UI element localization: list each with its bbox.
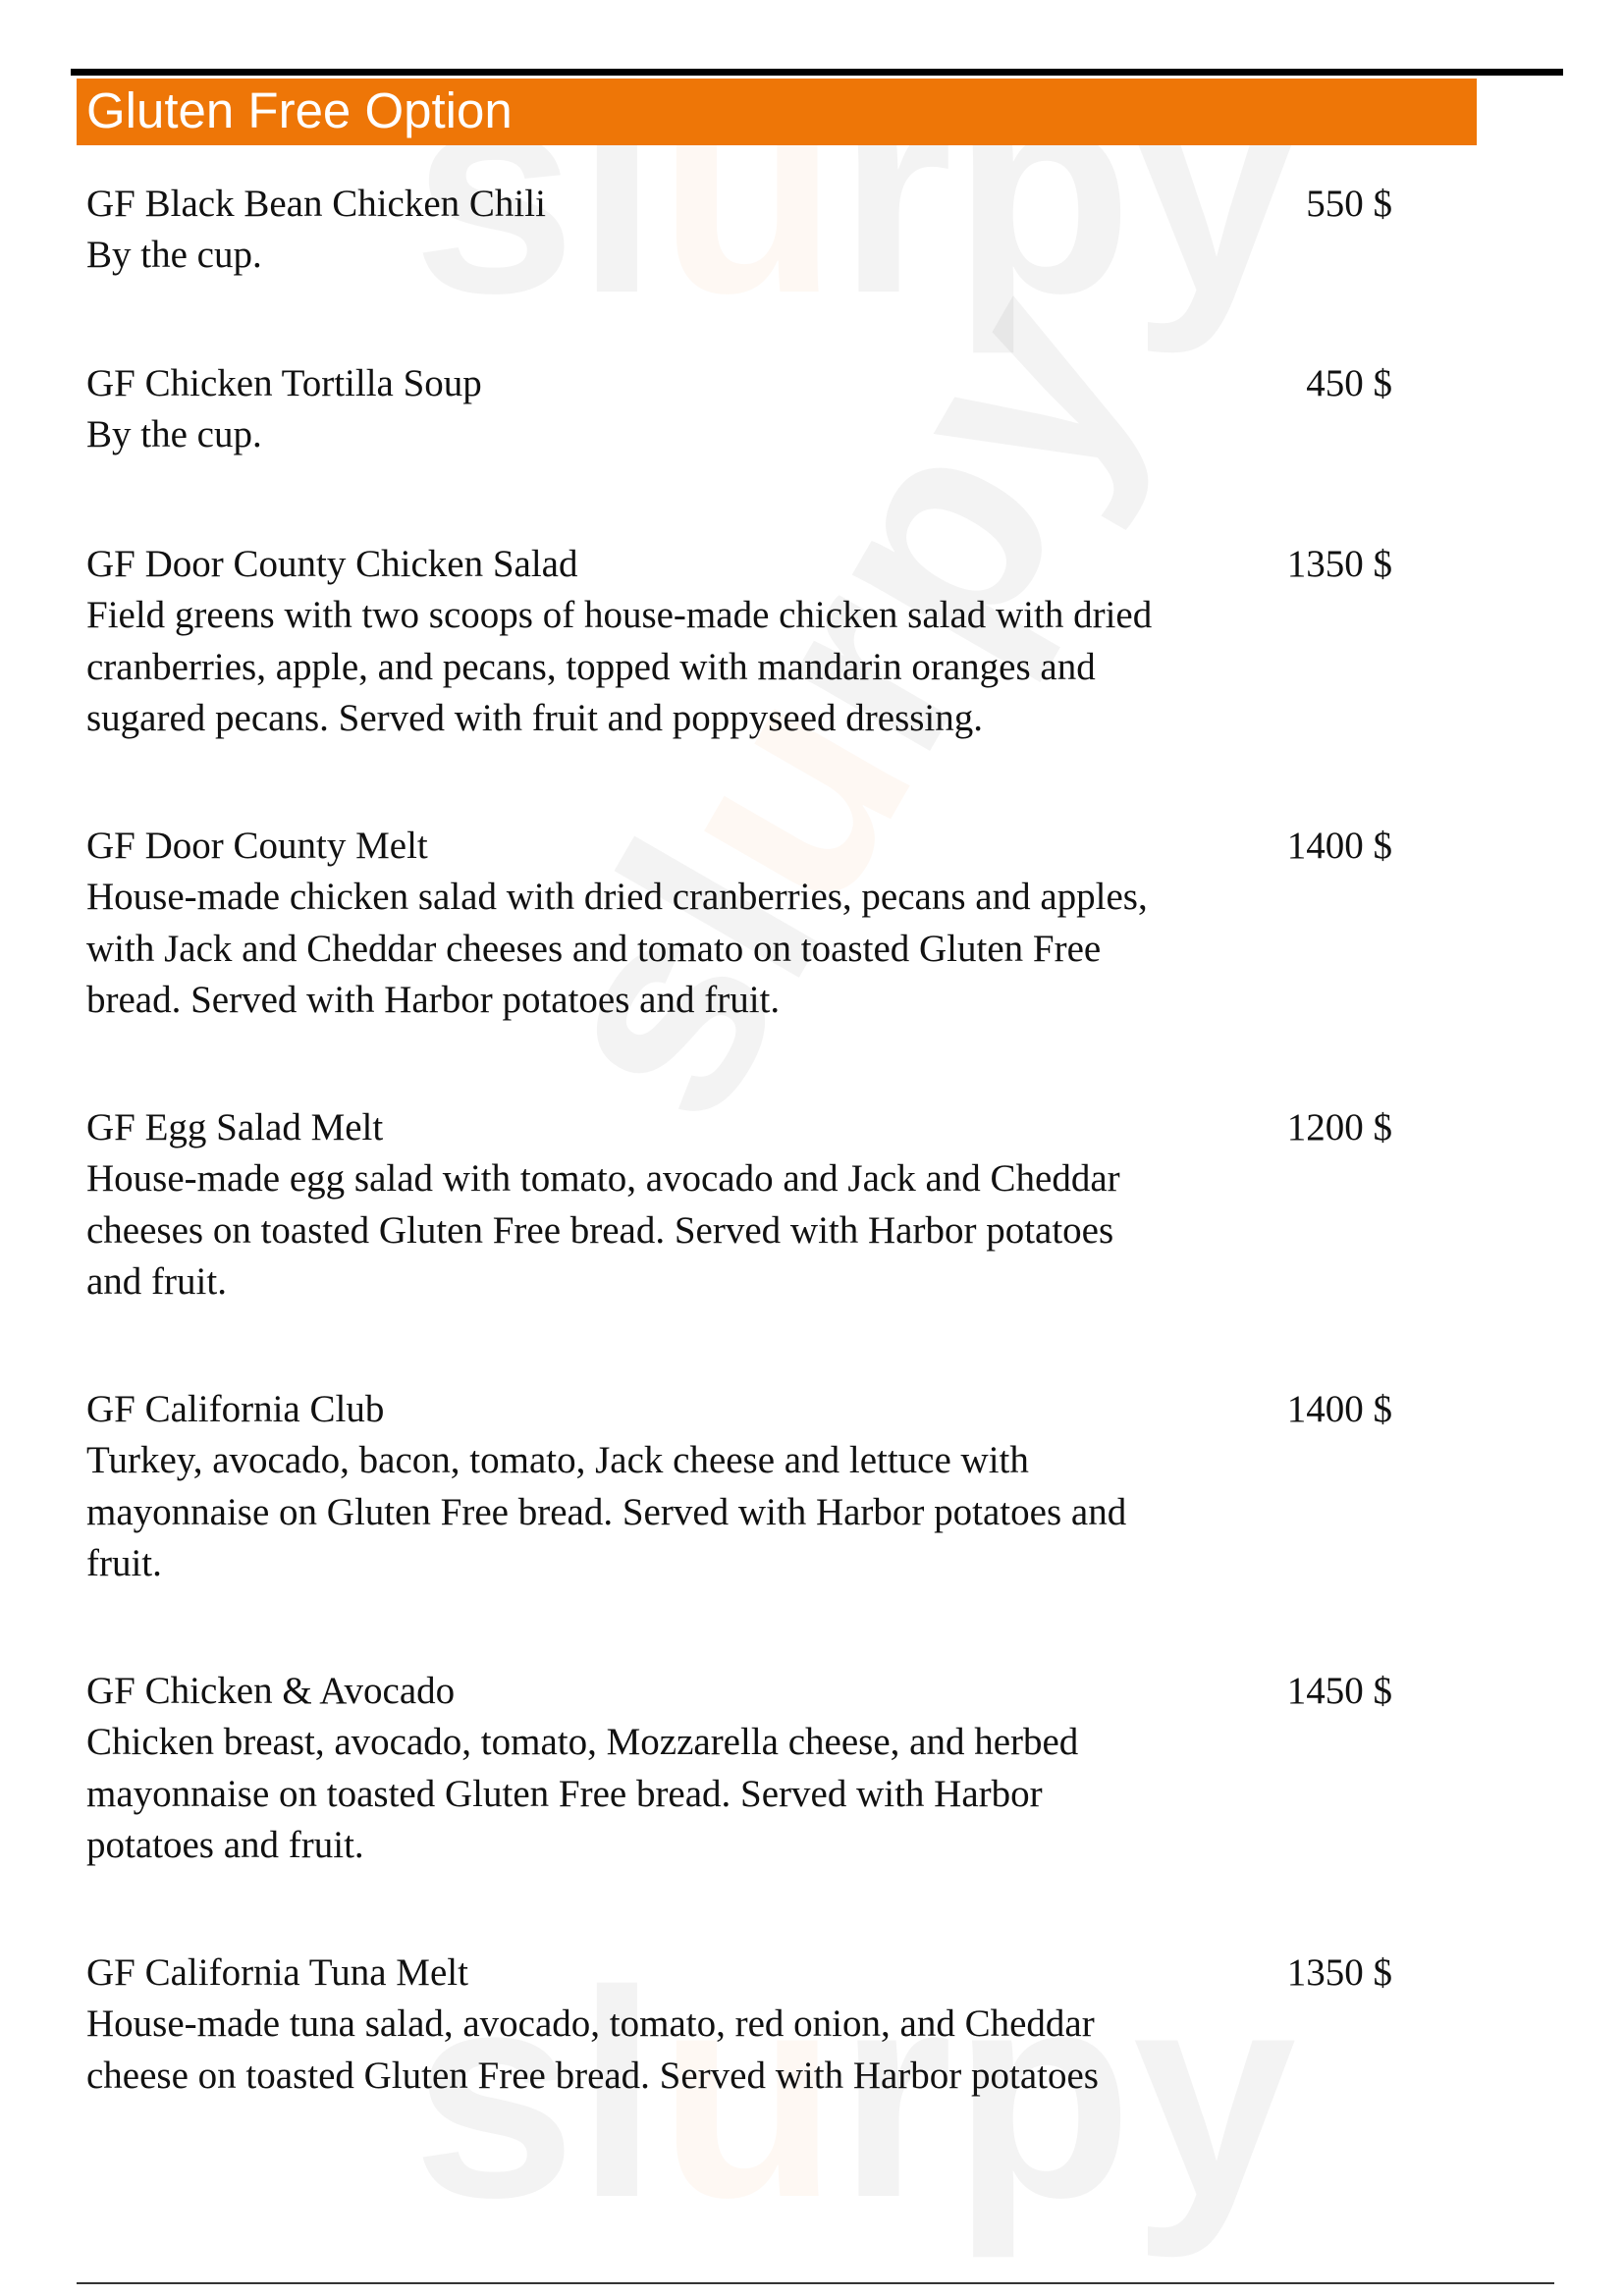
item-price: 1400 $	[1286, 825, 1392, 867]
description-line: cranberries, apple, and pecans, topped with mandarin oranges and	[86, 645, 1096, 688]
item-description	[86, 1999, 1265, 2102]
description-line: fruit.	[86, 1542, 162, 1584]
item-description	[86, 872, 1265, 1027]
item-name: GF Door County Chicken Salad	[86, 543, 578, 585]
item-description	[86, 590, 1265, 745]
item-name: GF California Club	[86, 1388, 385, 1430]
description-line: sugared pecans. Served with fruit and poppyseed dressing.	[86, 697, 984, 739]
description-line: cheeses on toasted Gluten Free bread. Served with Harbor potatoes	[86, 1208, 1114, 1252]
item-price: 1350 $	[1286, 543, 1392, 585]
item-price: 1400 $	[1286, 1388, 1392, 1430]
description-line: mayonnaise on Gluten Free bread. Served with Harbor potatoes and	[86, 1490, 1127, 1533]
item-name: GF Chicken & Avocado	[86, 1670, 456, 1712]
item-description	[86, 1435, 1265, 1590]
item-name: GF Chicken Tortilla Soup	[86, 362, 482, 404]
item-description	[86, 1717, 1265, 1872]
section-title: Gluten Free Option	[86, 82, 513, 138]
description-line: House-made chicken salad with dried cranberries, pecans and apples,	[86, 876, 1148, 918]
description-line: Field greens with two scoops of house-made chicken salad with dried	[86, 594, 1153, 636]
description-line: cheese on toasted Gluten Free bread. Served with Harbor potatoes	[86, 2054, 1099, 2097]
item-name: GF Black Bean Chicken Chili	[86, 183, 546, 225]
description-line: Chicken breast, avocado, tomato, Mozzarella cheese, and herbed	[86, 1721, 1079, 1763]
item-description	[86, 409, 1265, 461]
item-price: 450 $	[1306, 362, 1392, 404]
description-line: Turkey, avocado, bacon, tomato, Jack cheese and lettuce with	[86, 1439, 1029, 1481]
item-price: 1450 $	[1286, 1670, 1392, 1712]
description-line: House-made tuna salad, avocado, tomato, red onion, and Cheddar	[86, 2002, 1095, 2045]
item-description	[86, 230, 1265, 282]
description-line: bread. Served with Harbor potatoes and fruit.	[86, 979, 781, 1021]
description-line: House-made egg salad with tomato, avocado and Jack and Cheddar	[86, 1157, 1120, 1200]
description-line: and fruit.	[86, 1260, 227, 1303]
item-description	[86, 1153, 1265, 1308]
top-rule	[71, 69, 1563, 76]
description-line: By the cup.	[86, 234, 262, 276]
section-header	[77, 79, 1477, 145]
description-line: with Jack and Cheddar cheeses and tomato on toasted Gluten Free	[86, 927, 1102, 970]
item-name: GF Egg Salad Melt	[86, 1106, 384, 1148]
item-price: 1350 $	[1286, 1951, 1392, 1994]
item-price: 1200 $	[1286, 1106, 1392, 1148]
description-line: By the cup.	[86, 413, 262, 455]
bottom-rule	[77, 2282, 1554, 2284]
item-price: 550 $	[1306, 183, 1392, 225]
description-line: mayonnaise on toasted Gluten Free bread. Served with Harbor	[86, 1772, 1043, 1815]
item-name: GF California Tuna Melt	[86, 1951, 468, 1994]
description-line: potatoes and fruit.	[86, 1824, 364, 1866]
item-name: GF Door County Melt	[86, 825, 428, 867]
